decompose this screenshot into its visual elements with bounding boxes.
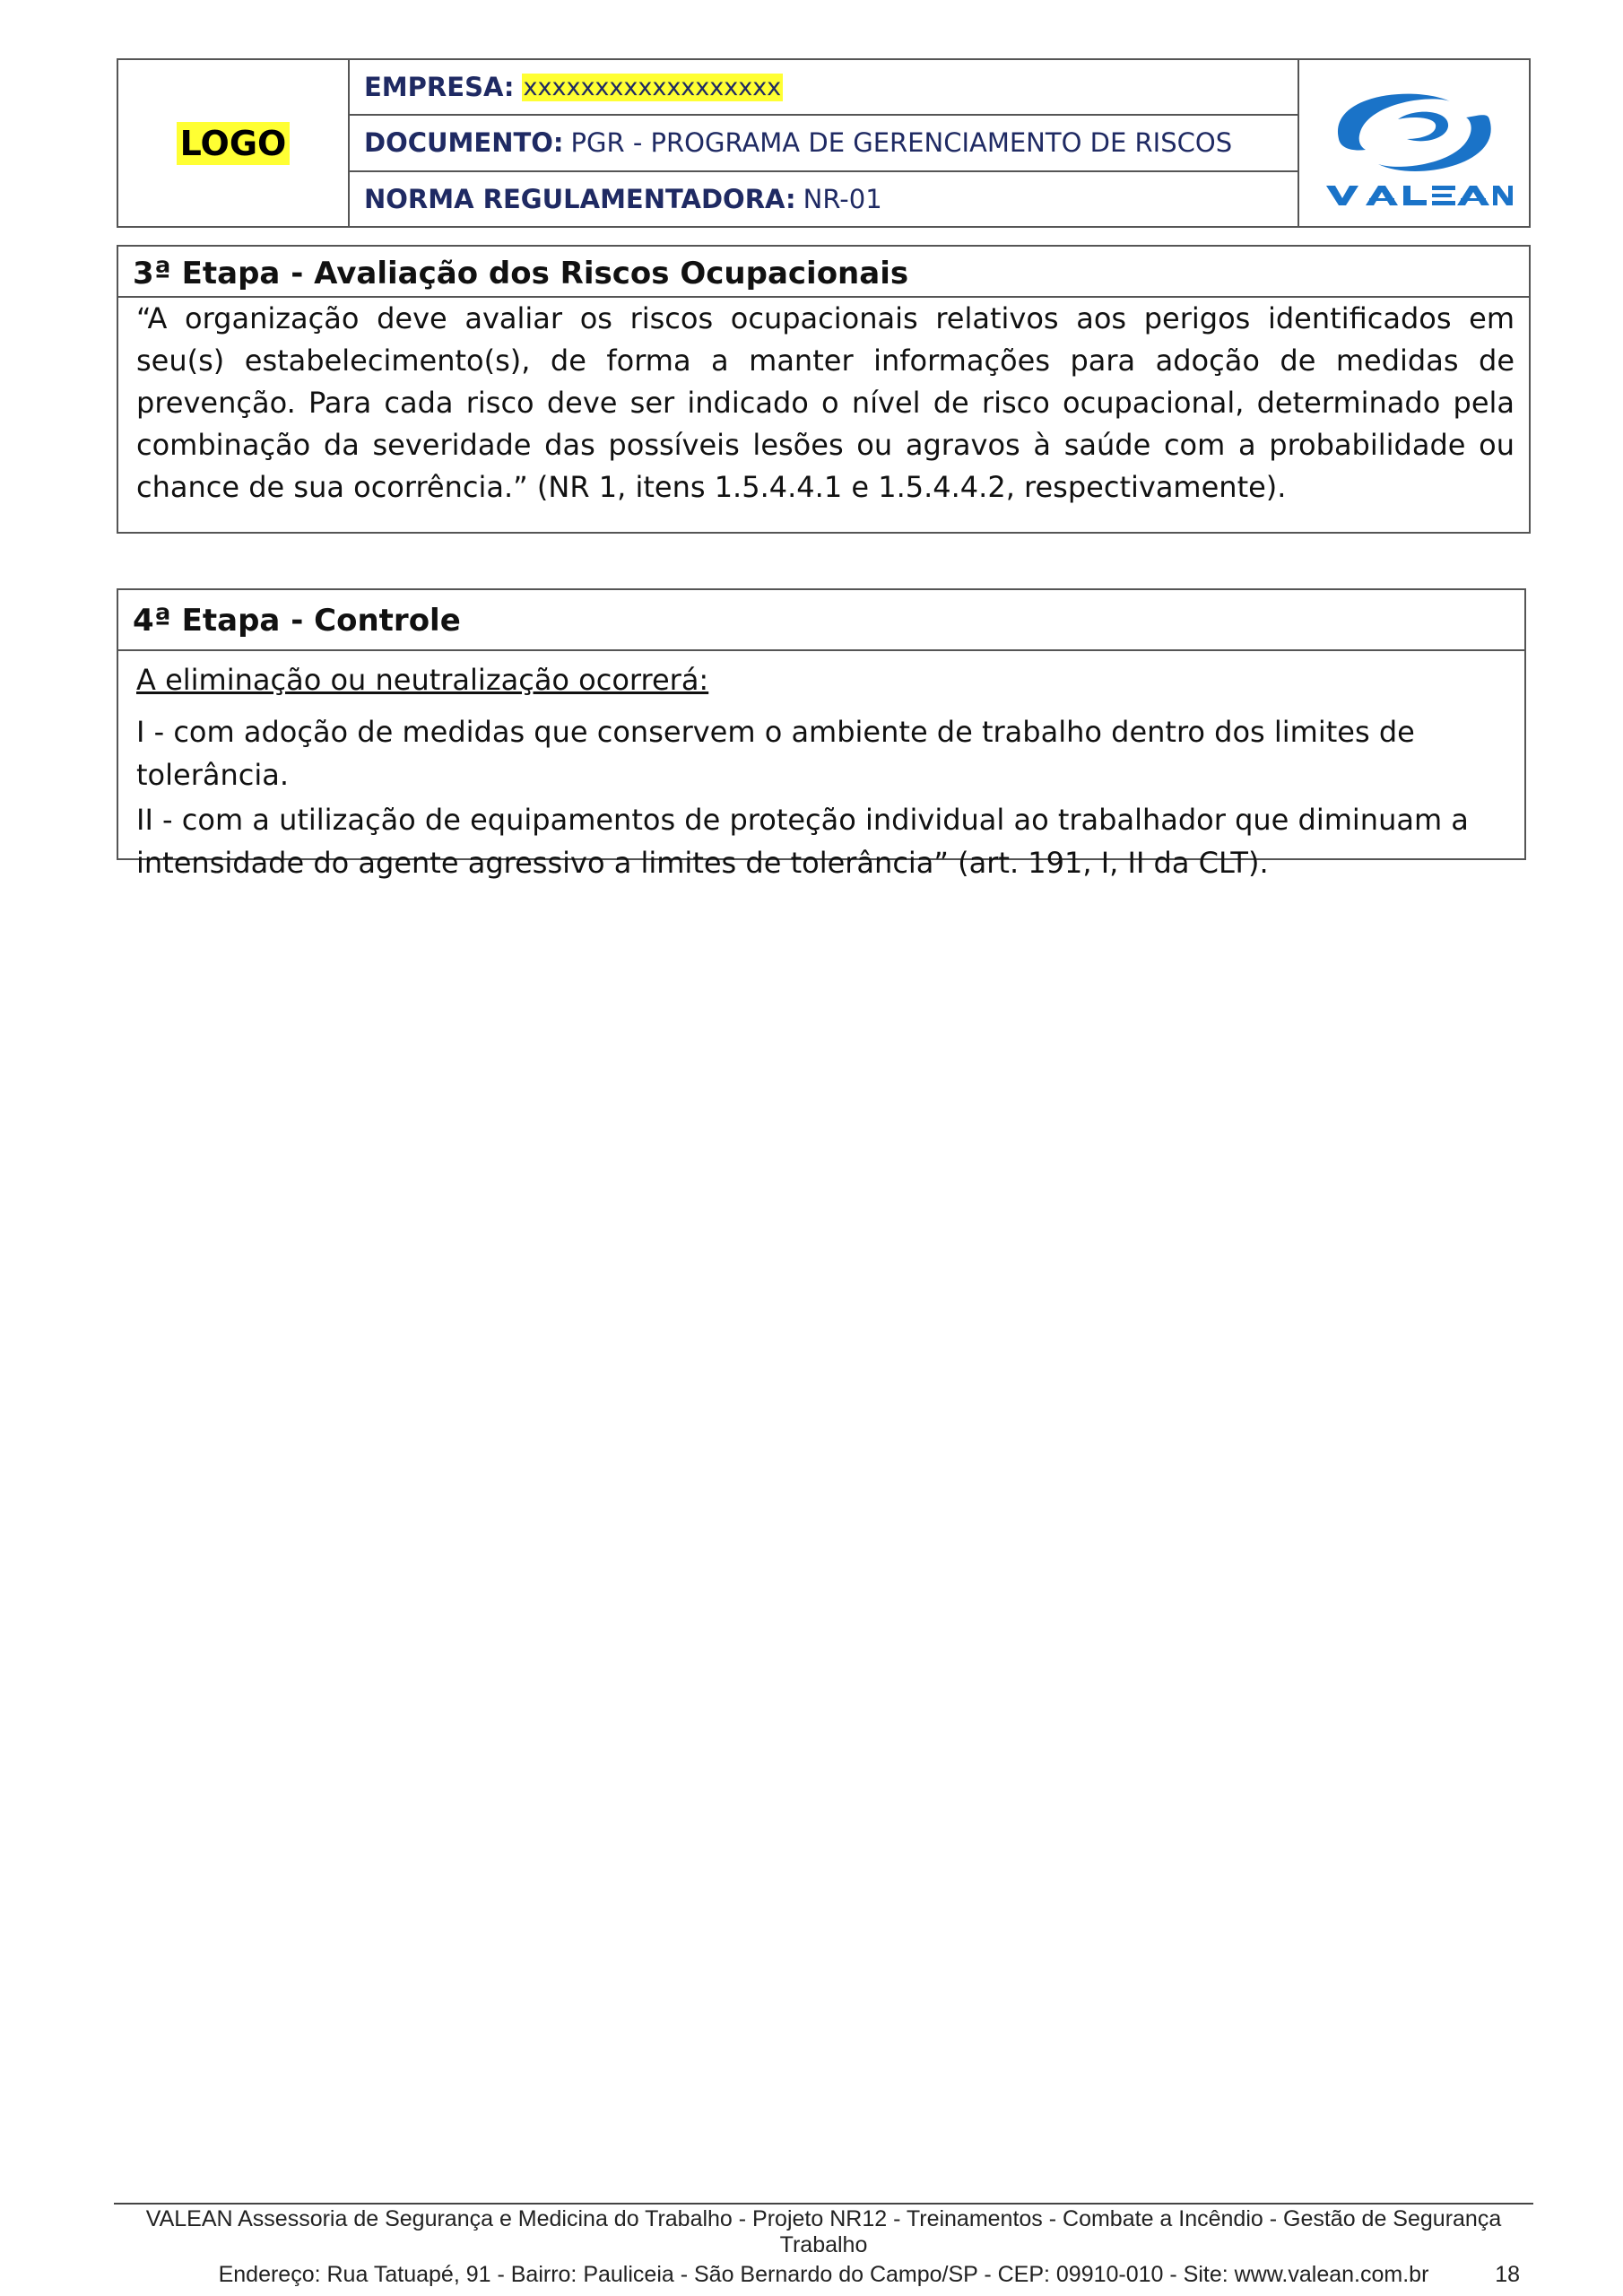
- etapa4-item-2: II - com a utilização de equipamentos de proteção individual ao trabalhador que diminuam a intensidade do agente agressivo a limites de tolerância” (art. 191, I, II da CLT).: [136, 803, 1469, 880]
- valean-logo-icon: [1315, 76, 1513, 211]
- etapa3-title: 3ª Etapa - Avaliação dos Riscos Ocupacionais: [118, 247, 1529, 298]
- empresa-value: xxxxxxxxxxxxxxxxxx: [523, 73, 782, 101]
- brand-logo-cell: [1298, 60, 1529, 226]
- empresa-row: [350, 60, 1298, 114]
- etapa4-box: [117, 588, 1526, 880]
- footer-line-2: Endereço: Rua Tatuapé, 91 - Bairro: Pauliceia - São Bernardo do Campo/SP - CEP: 09910-010 - Site: www.valean.com.br: [218, 2262, 1429, 2287]
- etapa3-box: [117, 245, 1531, 534]
- etapa4-item-1: I - com adoção de medidas que conservem o ambiente de trabalho dentro dos limites de tolerância.: [136, 715, 1415, 792]
- header-info: [350, 60, 1298, 226]
- documento-label: DOCUMENTO:: [364, 127, 564, 159]
- norma-label: NORMA REGULAMENTADORA:: [364, 183, 796, 214]
- norma-row: [350, 170, 1298, 226]
- footer-line-2-row: [114, 2262, 1533, 2288]
- footer-line-1: VALEAN Assessoria de Segurança e Medicina do Trabalho - Projeto NR12 - Treinamentos - Combate a Incêndio - Gestão de Segurança Trabalho: [145, 2206, 1502, 2257]
- etapa3-body: “A organização deve avaliar os riscos ocupacionais relativos aos perigos identificados em seu(s) estabelecimento(s), de forma a manter informações para adoção de medidas de prevenção. Para cada risco deve ser indicado o nível de risco ocupacional, determinado pela combinação da severidade das possíveis lesões ou agravos à saúde com a probabilidade ou chance de sua ocorrência.” (NR 1, itens 1.5.4.4.1 e 1.5.4.4.2, respectivamente).: [136, 301, 1515, 504]
- norma-value: NR-01: [803, 183, 882, 214]
- logo-placeholder: LOGO: [177, 122, 291, 165]
- etapa4-title: 4ª Etapa - Controle: [118, 590, 1524, 651]
- empresa-label: EMPRESA:: [364, 72, 515, 103]
- logo-cell: [118, 60, 350, 226]
- etapa4-subtitle: A eliminação ou neutralização ocorrerá:: [136, 663, 709, 697]
- page-number: 18: [1495, 2262, 1520, 2287]
- document-header: [117, 58, 1531, 228]
- page-footer: [114, 2203, 1533, 2288]
- etapa4-body: [118, 651, 1524, 884]
- documento-value: PGR - PROGRAMA DE GERENCIAMENTO DE RISCOS: [570, 127, 1233, 159]
- documento-row: [350, 114, 1298, 170]
